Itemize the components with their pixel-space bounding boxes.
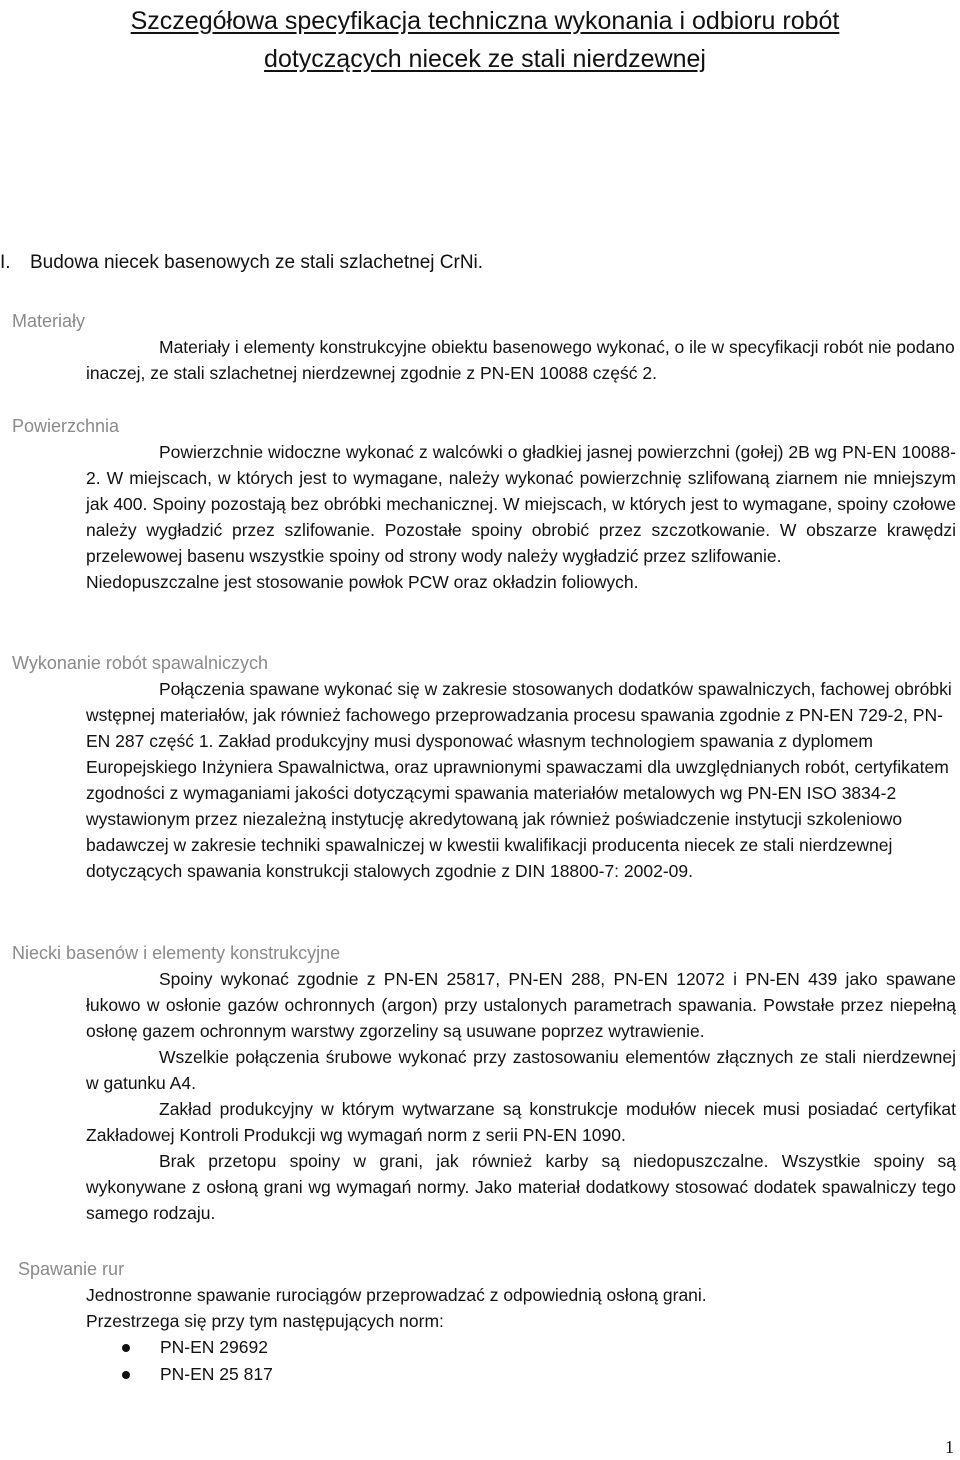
- powierzchnia-text: [86, 439, 956, 595]
- section-heading: [0, 250, 483, 276]
- document-title-line-1: Szczegółowa specyfikacja techniczna wykonania i odbioru robót: [130, 7, 840, 35]
- bullet-icon: [122, 1344, 130, 1352]
- section-number: I.: [0, 252, 11, 273]
- spawanie-rur-paragraph-1: Jednostronne spawanie rurociągów przeprowadzać z odpowiednią osłoną grani.: [86, 1285, 707, 1305]
- section-title: Budowa niecek basenowych ze stali szlachetnej CrNi.: [30, 252, 484, 273]
- niecki-paragraph-1: Spoiny wykonać zgodnie z PN-EN 25817, PN-EN 288, PN-EN 12072 i PN-EN 439 jako spawane łukowo w osłonie gazów ochronnych (argon) przy ustalonych parametrach spawania. Powstałe przez niepełną osłonę gazem ochronnym warstwy zgorzeliny są usuwane poprzez wytrawienie.: [86, 969, 956, 1041]
- label-wykonanie-robot-spawalniczych: Wykonanie robót spawalniczych: [12, 653, 268, 673]
- norm-label: PN-EN 29692: [160, 1337, 268, 1357]
- niecki-text: [86, 966, 956, 1226]
- document-title: [40, 2, 930, 78]
- norms-list: [86, 1334, 273, 1388]
- page-number: 1: [945, 1437, 954, 1457]
- spawanie-robot-paragraph-1: Połączenia spawane wykonać się w zakresie stosowanych dodatków spawalniczych, fachowej obróbki wstępnej materiałów, jak również fachowego przeprowadzania procesu spawania zgodnie z PN-EN 729-2, PN-EN 287 część 1. Zakład produkcyjny musi dysponować własnym technologiem spawania z dyplomem Europejskiego Inżyniera Spawalnictwa, oraz uprawnionymi spawaczami dla uwzględnianych robót, certyfikatem zgodności z wymaganiami jakości dotyczącymi spawania materiałów metalowych wg PN-EN ISO 3834-2 wystawionym przez niezależną instytucję akredytowaną jak również poświadczenie instytucji szkoleniowo badawczej w zakresie techniki spawalniczej w kwestii kwalifikacji producenta niecek ze stali nierdzewnej dotyczących spawania konstrukcji stalowych zgodnie z DIN 18800-7: 2002-09.: [86, 679, 952, 881]
- bullet-icon: [122, 1371, 130, 1379]
- document-title-line-2: dotyczących niecek ze stali nierdzewnej: [264, 45, 706, 73]
- niecki-paragraph-4: Brak przetopu spoiny w grani, jak również karby są niedopuszczalne. Wszystkie spoiny są wykonywane z osłoną grani wg wymagań normy. Jako materiał dodatkowy stosować dodatek spawalniczy tego samego rodzaju.: [86, 1151, 956, 1223]
- norm-label: PN-EN 25 817: [160, 1364, 273, 1384]
- spawanie-robot-text: [86, 676, 956, 884]
- label-powierzchnia: Powierzchnia: [12, 416, 120, 436]
- label-materialy: Materiały: [12, 311, 86, 331]
- materialy-text: [86, 334, 956, 386]
- norms-list-item: [86, 1334, 273, 1361]
- spawanie-rur-text: [86, 1282, 956, 1334]
- niecki-paragraph-2: Wszelkie połączenia śrubowe wykonać przy zastosowaniu elementów złącznych ze stali nierdzewnej w gatunku A4.: [86, 1047, 956, 1093]
- norms-list-item: [86, 1361, 273, 1388]
- spawanie-rur-paragraph-2: Przestrzega się przy tym następujących norm:: [86, 1311, 444, 1331]
- label-niecki-basenow: Niecki basenów i elementy konstrukcyjne: [12, 943, 341, 963]
- niecki-paragraph-3: Zakład produkcyjny w którym wytwarzane są konstrukcje modułów niecek musi posiadać certyfikat Zakładowej Kontroli Produkcji wg wymagań norm z serii PN-EN 1090.: [86, 1099, 956, 1145]
- label-spawanie-rur: Spawanie rur: [18, 1259, 125, 1279]
- materialy-paragraph-1: Materiały i elementy konstrukcyjne obiektu basenowego wykonać, o ile w specyfikacji robót nie podano inaczej, ze stali szlachetnej nierdzewnej zgodnie z PN-EN 10088 część 2.: [86, 337, 955, 383]
- powierzchnia-paragraph-1: Powierzchnie widoczne wykonać z walcówki o gładkiej jasnej powierzchni (gołej) 2B wg PN-EN 10088-2. W miejscach, w których jest to wymagane, należy wykonać powierzchnię szlifowaną ziarnem nie mniejszym jak 400. Spoiny pozostają bez obróbki mechanicznej. W miejscach, w których jest to wymagane, spoiny czołowe należy wygładzić przez szlifowanie. Pozostałe spoiny obrobić przez szczotkowanie. W obszarze krawędzi przelewowej basenu wszystkie spoiny od strony wody należy wygładzić przez szlifowanie.: [86, 442, 956, 566]
- powierzchnia-paragraph-2: Niedopuszczalne jest stosowanie powłok PCW oraz okładzin foliowych.: [86, 572, 639, 592]
